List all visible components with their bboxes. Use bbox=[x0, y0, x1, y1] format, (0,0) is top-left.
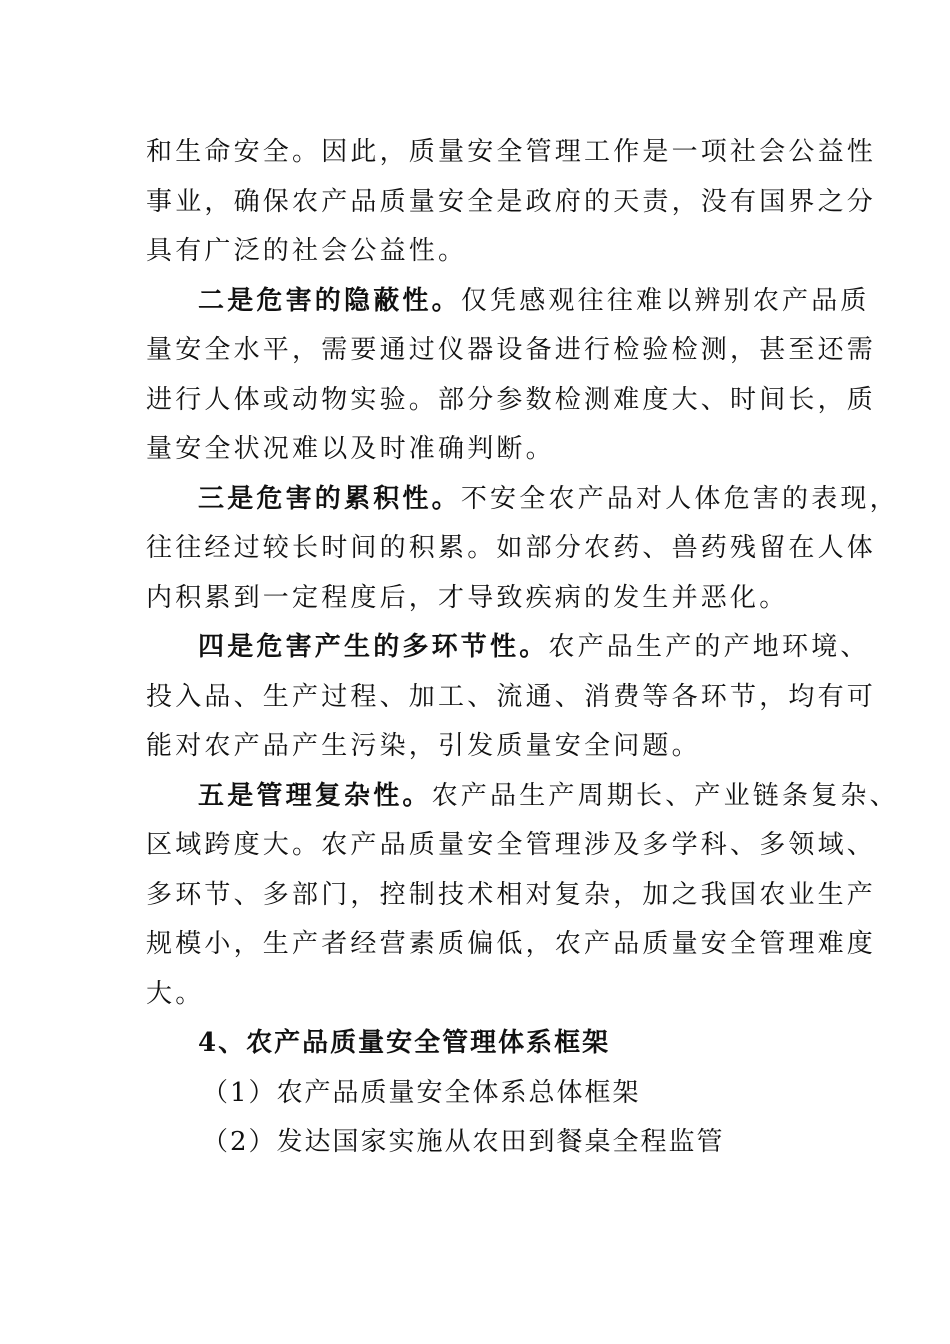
paragraph-lead: 四是危害产生的多环节性。 bbox=[198, 632, 549, 662]
text-line: 能对农产品产生污染，引发质量安全问题。 bbox=[146, 731, 701, 761]
text-line bbox=[146, 772, 899, 822]
text-line: 进行人体或动物实验。部分参数检测难度大、时间长，质 bbox=[146, 384, 877, 415]
text-line: 和生命安全。因此，质量安全管理工作是一项社会公益性 bbox=[146, 137, 877, 167]
text-line: 区域跨度大。农产品质量安全管理涉及多学科、多领域、 bbox=[146, 830, 877, 860]
paragraph-lead: 三是危害的累积性。 bbox=[198, 483, 461, 514]
paragraph-concealment bbox=[146, 277, 877, 475]
section-heading: 4、农产品质量安全管理体系框架 bbox=[198, 1028, 611, 1058]
text-line: 量安全状况难以及时准确判断。 bbox=[146, 434, 555, 464]
text-line: 事业，确保农产品质量安全是政府的天责，没有国界之分 bbox=[146, 186, 877, 217]
subsection-item: （1）农产品质量安全体系总体框架 bbox=[202, 1077, 641, 1108]
paragraph-lead: 二是危害的隐蔽性。 bbox=[198, 285, 461, 316]
text-line bbox=[146, 623, 870, 673]
text-line: 内积累到一定程度后，才导致疾病的发生并恶化。 bbox=[146, 582, 789, 613]
text-line: 往往经过较长时间的积累。如部分农药、兽药残留在人体 bbox=[146, 533, 877, 563]
paragraph-text: 不安全农产品对人体危害的表现， bbox=[460, 483, 899, 514]
text-line: 投入品、生产过程、加工、流通、消费等各环节，均有可 bbox=[146, 681, 877, 712]
paragraph-complexity bbox=[146, 772, 899, 1020]
paragraph-text: 农产品生产周期长、产业链条复杂、 bbox=[431, 780, 899, 811]
text-line: 大。 bbox=[146, 978, 205, 1009]
paragraph-text: 仅凭感观往往难以辨别农产品质 bbox=[460, 285, 870, 316]
text-line: 多环节、多部门，控制技术相对复杂，加之我国农业生产 bbox=[146, 879, 877, 910]
text-line: 量安全水平，需要通过仪器设备进行检验检测，甚至还需 bbox=[146, 335, 877, 365]
text-line: 具有广泛的社会公益性。 bbox=[146, 236, 468, 266]
paragraph-text: 农产品生产的产地环境、 bbox=[548, 632, 870, 662]
paragraph-multi-link bbox=[146, 623, 877, 772]
paragraph-accumulation bbox=[146, 475, 899, 624]
subsection-item: （2）发达国家实施从农田到餐桌全程监管 bbox=[202, 1127, 725, 1157]
section-framework bbox=[146, 1019, 836, 1168]
text-line bbox=[146, 475, 899, 525]
text-line: 规模小，生产者经营素质偏低，农产品质量安全管理难度 bbox=[146, 929, 877, 959]
body-text bbox=[146, 128, 899, 1168]
paragraph-lead: 五是管理复杂性。 bbox=[198, 780, 432, 811]
paragraph-public-welfare bbox=[146, 128, 877, 277]
text-line bbox=[146, 277, 870, 327]
